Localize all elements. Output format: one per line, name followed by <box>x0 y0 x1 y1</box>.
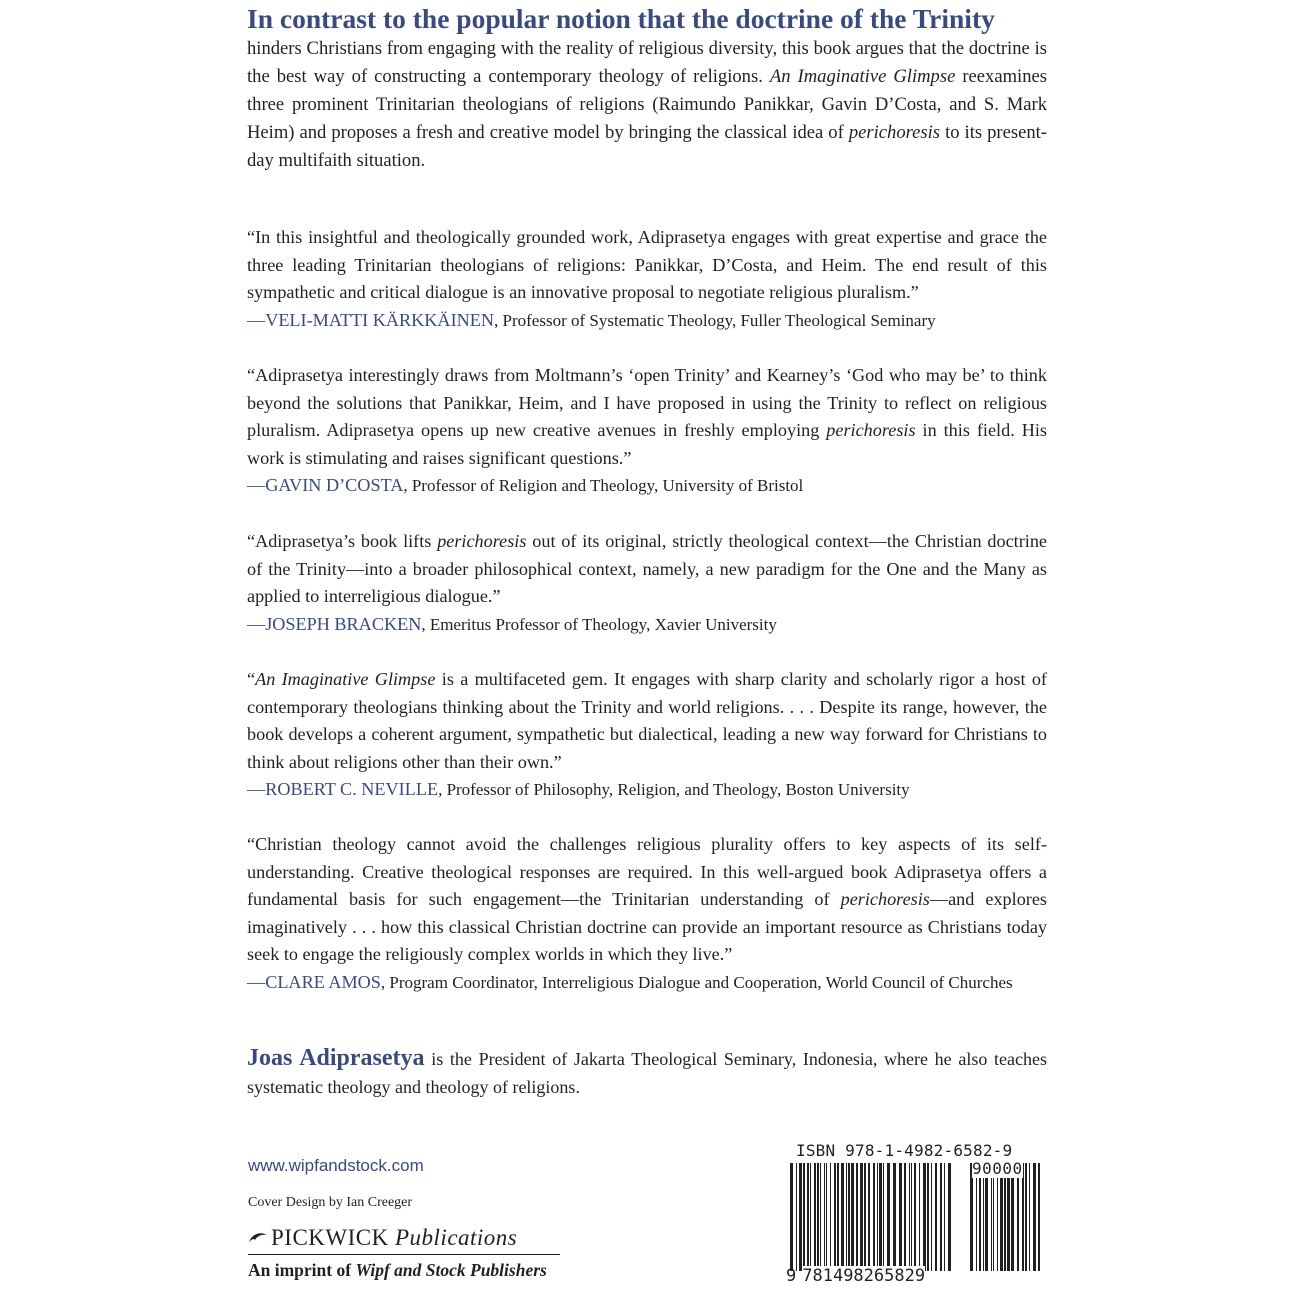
cover-credit: Cover Design by Ian Creeger <box>248 1195 413 1210</box>
endorser-name: —VELI-MATTI KÄRKKÄINEN <box>247 309 495 330</box>
book-description <box>247 35 1047 175</box>
barcode-bar <box>927 1163 929 1271</box>
endorsement-1 <box>247 224 1047 334</box>
barcode-bar <box>834 1163 836 1271</box>
endorsement-attribution <box>247 307 1047 335</box>
barcode-bar <box>1029 1163 1030 1271</box>
author-name: Joas Adiprasetya <box>247 1045 425 1071</box>
endorsement-text: “Adiprasetya interestingly draws from Moltmann’s ‘open Trinity’ and Kearney’s ‘God who may be’ to think beyond the solutions that Panikkar, Heim, and I have proposed in using the Trinity to reflect on religious pluralism. Adiprasetya opens up new creative avenues in freshly employing perichoresis in this field. His work is stimulating and raises significant questions.” <box>247 365 1047 468</box>
barcode-bar <box>923 1163 926 1271</box>
barcode-bar <box>848 1163 850 1271</box>
barcode-bar <box>911 1163 912 1271</box>
barcode-bar <box>991 1163 992 1271</box>
endorser-title: , Program Coordinator, Interreligious Dialogue and Cooperation, World Council of Churches <box>380 972 1013 992</box>
endorsement-attribution <box>247 969 1047 997</box>
barcode-bar <box>860 1163 863 1271</box>
publisher-divider <box>248 1254 560 1255</box>
barcode-bar <box>796 1163 797 1271</box>
isbn-label: ISBN 978-1-4982-6582-9 <box>796 1141 1013 1160</box>
barcode-bar <box>983 1163 984 1271</box>
barcode-bar <box>993 1163 994 1271</box>
endorsement-4 <box>247 666 1047 804</box>
barcode-bar <box>837 1163 839 1271</box>
endorser-name: —GAVIN D’COSTA <box>247 475 404 496</box>
barcode-bar <box>868 1163 870 1271</box>
publisher-website[interactable]: www.wipfandstock.com <box>248 1156 424 1175</box>
barcode-bar <box>970 1163 973 1271</box>
barcode-bar <box>904 1163 906 1271</box>
barcode-bar <box>1017 1163 1019 1271</box>
barcode-bar <box>1033 1163 1036 1271</box>
endorser-name: —JOSEPH BRACKEN <box>247 613 422 634</box>
barcode-bar <box>1007 1163 1010 1271</box>
endorsement-3 <box>247 528 1047 638</box>
barcode-bar <box>944 1163 945 1271</box>
publisher-name-italic: Publications <box>394 1225 518 1250</box>
endorser-title: , Professor of Systematic Theology, Fuller Theological Seminary <box>494 310 936 330</box>
barcode-bar <box>893 1163 896 1271</box>
publisher-logo <box>248 1224 560 1281</box>
barcode-bar <box>979 1163 981 1271</box>
endorsement-attribution <box>247 472 1047 500</box>
publisher-imprint: An imprint of Wipf and Stock Publishers <box>248 1260 547 1280</box>
endorsement-text: “Adiprasetya’s book lifts perichoresis out of its original, strictly theological context—the Christian doctrine of the Trinity—into a broader philosophical context, namely, a new paradigm for the One and the Many as applied to interreligious dialogue.” <box>247 531 1047 607</box>
endorser-title: , Emeritus Professor of Theology, Xavier University <box>421 614 777 634</box>
barcode-bar <box>803 1163 805 1271</box>
barcode-bar <box>948 1163 951 1271</box>
endorsement-5 <box>247 831 1047 997</box>
barcode-bar <box>935 1163 937 1271</box>
author-bio-text: is the President of Jakarta Theological Seminary, Indonesia, where he also teaches systematic theology and theology of religions. <box>247 1049 1047 1097</box>
endorsement-attribution <box>247 611 1047 639</box>
barcode-bar <box>997 1163 998 1271</box>
publisher-name: PICKWICK <box>271 1225 389 1250</box>
barcode-bar <box>1025 1163 1027 1271</box>
barcode-bar <box>807 1163 809 1271</box>
term-italic: perichoresis <box>848 122 941 143</box>
barcode-bar <box>1004 1163 1006 1271</box>
endorsement-text: “An Imaginative Glimpse is a multifaceted gem. It engages with sharp clarity and scholarly rigor a host of contemporary theologians thinking about the Trinity and world religions. . . . Despite its range, however, the book develops a coherent argument, sympathetic but dialectical, leading a new way forward for Christians to think about religions other than their own.” <box>247 669 1047 772</box>
barcode-bar <box>914 1163 916 1271</box>
description-text: to its present-day multifaith situation. <box>247 122 1047 171</box>
barcode-bar <box>1038 1163 1040 1271</box>
endorser-title: , Professor of Religion and Theology, University of Bristol <box>403 476 804 496</box>
barcode-bar <box>810 1163 811 1271</box>
bird-icon <box>248 1230 268 1246</box>
barcode-bar <box>1000 1163 1003 1271</box>
author-bio <box>247 1044 1047 1101</box>
barcode-bar <box>877 1163 878 1271</box>
barcode-bar <box>919 1163 920 1271</box>
barcode-bar <box>883 1163 884 1271</box>
barcode-bar <box>856 1163 858 1271</box>
endorsement-2 <box>247 362 1047 500</box>
barcode-bar <box>887 1163 890 1271</box>
endorsement-text: “In this insightful and theologically grounded work, Adiprasetya engages with great expertise and grace the three leading Trinitarian theologians of religions: Panikkar, D’Costa, and Heim. The end result of this sympathetic and critical dialogue is an innovative proposal to negotiate religious pluralism.” <box>247 227 1047 303</box>
endorsement-text: “Christian theology cannot avoid the challenges religious plurality offers to key aspects of its self-understanding. Creative theological responses are required. In this well-argued book Adiprasetya offers a fundamental basis for such engagement—the Trinitarian understanding of perichoresis—and explores imaginatively . . . how this classical Christian doctrine can provide an important resource as Christians today seek to engage the religiously complex worlds in which they live.” <box>247 834 1048 965</box>
barcode-bar <box>820 1163 821 1271</box>
barcode-bar <box>799 1163 802 1271</box>
isbn-barcode <box>788 1163 954 1271</box>
barcode-bar <box>851 1163 854 1271</box>
barcode-bar <box>1022 1163 1024 1271</box>
price-barcode <box>968 1163 1042 1271</box>
barcode-bar <box>879 1163 882 1271</box>
description-text: reexamines three prominent Trinitarian theologians of religions (Raimundo Panikkar, Gavin D’Costa, and S. Mark Heim) and proposes a fresh and creative model by bringing the classical idea of <box>247 66 1047 143</box>
barcode-bar <box>864 1163 866 1271</box>
barcode-bar <box>940 1163 942 1271</box>
barcode-bar <box>817 1163 819 1271</box>
barcode-bar <box>899 1163 902 1271</box>
back-cover-heading: In contrast to the popular notion that the doctrine of the Trinity <box>247 3 995 34</box>
barcode-bar <box>826 1163 827 1271</box>
endorser-title: , Professor of Philosophy, Religion, and Theology, Boston University <box>438 780 910 800</box>
barcode-bar <box>1011 1163 1014 1271</box>
barcode-bar <box>824 1163 825 1271</box>
barcode-bar <box>909 1163 910 1271</box>
endorser-name: —ROBERT C. NEVILLE <box>247 779 439 800</box>
barcode-bar <box>873 1163 875 1271</box>
barcode-bar <box>841 1163 844 1271</box>
barcode-bar <box>790 1163 793 1271</box>
endorser-name: —CLARE AMOS <box>247 971 381 992</box>
book-title-italic: An Imaginative Glimpse <box>769 66 956 87</box>
price-code: 90000 <box>972 1159 1023 1178</box>
barcode-digits: 9 781498265829 <box>786 1266 926 1286</box>
barcode-bar <box>846 1163 847 1271</box>
barcode-bar <box>931 1163 932 1271</box>
description-text: hinders Christians from engaging with the reality of religious diversity, this book argues that the doctrine is the best way of constructing a contemporary theology of religions. <box>247 38 1047 87</box>
barcode-bar <box>830 1163 831 1271</box>
endorsement-attribution <box>247 776 1047 804</box>
barcode-bar <box>985 1163 988 1271</box>
barcode-bar <box>814 1163 816 1271</box>
barcode-bar <box>976 1163 977 1271</box>
